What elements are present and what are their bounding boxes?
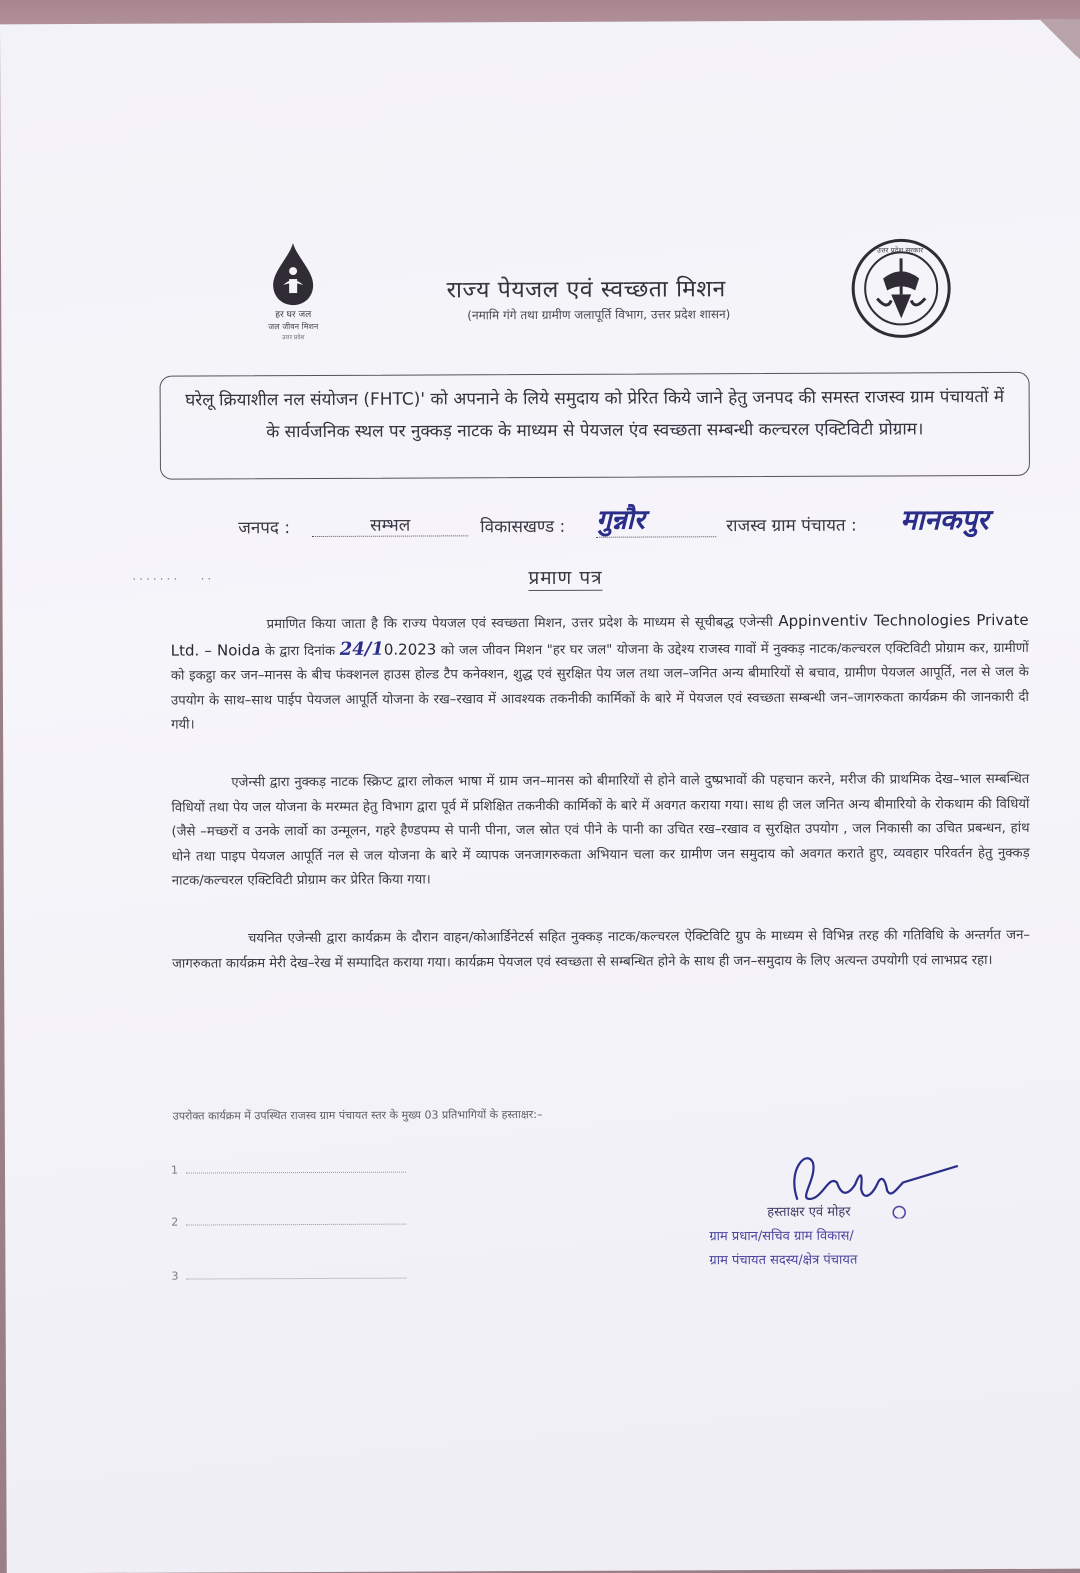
panchayat-value: मानकपुर [900,503,989,536]
certificate-paragraph-2 [171,768,1030,894]
emblem-text: उत्तर प्रदेश सरकार [877,246,923,255]
state-emblem [847,238,955,338]
para2-text: एजेन्सी द्वारा नुक्कड़ नाटक स्क्रिप्ट द्वारा लोकल भाषा में ग्राम जन–मानस को बीमारियों से होने वाले दुष्प्रभावों की पहचान करने, मरीज की प्राथमिक देख–भाल सम्बन्धित विधियों तथा पेय जल योजना के मरम्मत हेतु विभाग द्वारा पूर्व में प्रशिक्षित तकनीकी कार्मिकों के बारे में अवगत कराया गया। साथ ही जल जनित अन्य बीमारियो के रोकथाम की विधियों (जैसे –मच्छरों व उनके लार्वो का उन्मूलन, गहरे हैण्डपम्प से पानी पीना, जल स्रोत एवं पीने के पानी का उचित रख–रखाव व सुरक्षित उपयोग , जल निकासी का उचित प्रबन्धन, हांथ धोने तथा पाइप पेयजल आपूर्ति नल से जल योजना के बारे में व्यापक जनजागरुकता अभियान चला कर ग्रामीण जन समुदाय को अवगत कराते हुए, व्यवहार परिवर्तन हेतु नुक्कड़ नाटक/कल्चरल एक्टिविटी प्रोग्राम कर प्रेरित किया गया। [171,772,1029,889]
agency-name: Appinventiv Technologies Private Ltd. – Noida [171,611,1029,659]
certificate-title: प्रमाण पत्र [528,564,602,591]
logo-line1: हर घर जल [247,307,339,320]
water-drop-logo-icon [265,241,321,307]
para1-part2: के द्वारा दिनांक [265,643,335,658]
district-label: जनपद : [238,515,290,538]
participant-line-3 [171,1269,411,1283]
block-value: गुन्नौर [596,499,716,538]
para1-part1: प्रमाणित किया जाता है कि राज्य पेयजल एवं स्वच्छता मिशन, उत्तर प्रदेश के माध्यम से सूचीबद्ध एजेन्सी [267,615,773,632]
participant-number: 1 [171,1164,178,1177]
logo-line2: जल जीवन मिशन [247,321,339,332]
signature-and-seal-label: हस्ताक्षर एवं मोहर [709,1200,959,1225]
page-corner-fold [1040,20,1080,60]
block-label: विकासखण्ड : [480,514,565,537]
participant-number: 3 [171,1270,178,1283]
signatory-designation-1: ग्राम प्रधान/सचिव ग्राम विकास/ [709,1224,959,1249]
participant-line-2 [171,1215,411,1229]
subject-box: घरेलू क्रियाशील नल संयोजन (FHTC)' को अपनाने के लिये समुदाय को प्रेरित किये जाने हेतु जनपद की समस्त राजस्व ग्राम पंचायतों में के सार्वजनिक स्थल पर नुक्कड़ नाटक के माध्यम से पेयजल एंव स्वच्छता सम्बन्धी कल्चरल एक्टिविटी प्रोग्राम। [160,372,1030,480]
signatory-designation-2: ग्राम पंचायत सदस्य/क्षेत्र पंचायत [709,1248,959,1273]
district-field [312,512,468,537]
participants-heading: उपरोक्त कार्यक्रम में उपस्थित राजस्व ग्राम पंचायत स्तर के मुख्य 03 प्रतिभागियों के हस्ताक्षर:– [173,1107,653,1125]
date-handwritten: 24/1 [340,638,384,659]
certificate-paragraph-1 [171,608,1030,738]
jal-jeevan-mission-logo [247,241,339,351]
logo-line3: उत्तर प्रदेश [247,333,339,341]
participant-number: 2 [171,1216,178,1229]
block-field [596,499,716,538]
organisation-title: राज्य पेयजल एवं स्वच्छता मिशन [381,271,791,305]
district-value: सम्भल [312,512,468,537]
signatory-block [709,1200,959,1273]
document-page [0,20,1080,1573]
para3-text: चयनित एजेन्सी द्वारा कार्यक्रम के दौरान वाहन/कोआर्डिनेटर्स सहित नुक्कड़ नाटक/कल्चरल ऐक्टिविटि ग्रुप के माध्यम से विभिन्न तरह की गतिविधि के अन्तर्गत जन–जागरुकता कार्यक्रम मेरी देख–रेख में सम्पादित कराया गया। कार्यक्रम पेयजल एवं स्वच्छता से सम्बन्धित होने के साथ ही जन–समुदाय के लिए अत्यन्त उपयोगी एवं लाभप्रद रहा। [172,928,1030,971]
stray-marks: ....... .. [132,568,214,582]
certificate-paragraph-3 [172,924,1030,977]
organisation-subtitle: (नमामि गंगे तथा ग्रामीण जलापूर्ति विभाग, उत्तर प्रदेश शासन) [391,305,806,324]
participant-line-1 [171,1163,411,1177]
date-printed: 0.2023 [384,640,437,658]
panchayat-label: राजस्व ग्राम पंचायत : [726,513,857,537]
panchayat-field [900,500,1040,539]
para1-part3: को जल जीवन मिशन "हर घर जल" योजना के उद्देश्य राजस्व गावों में नुक्कड़ नाटक/कल्चरल एक्टिविटी प्रोग्राम कर, ग्रामीणों को इकट्ठा कर जन–मानस के बीच फंक्शनल हाउस होल्ड टैप कनेक्शन, शुद्ध एवं सुरक्षित पेय जल तथा जल–जनित अन्य बीमारियों से बचाव, ग्रामीण पेयजल आपूर्ति, नल से जल के उपयोग के साथ–साथ पाईप पेयजल आपूर्ति योजना के रख–रखाव में आवश्यक तकनीकी कार्मिकों के बारे में पेयजल एवं स्वच्छता सम्बन्धी जन–जागरुकता कार्यक्रम की जानकारी दी गयी। [171,640,1029,732]
